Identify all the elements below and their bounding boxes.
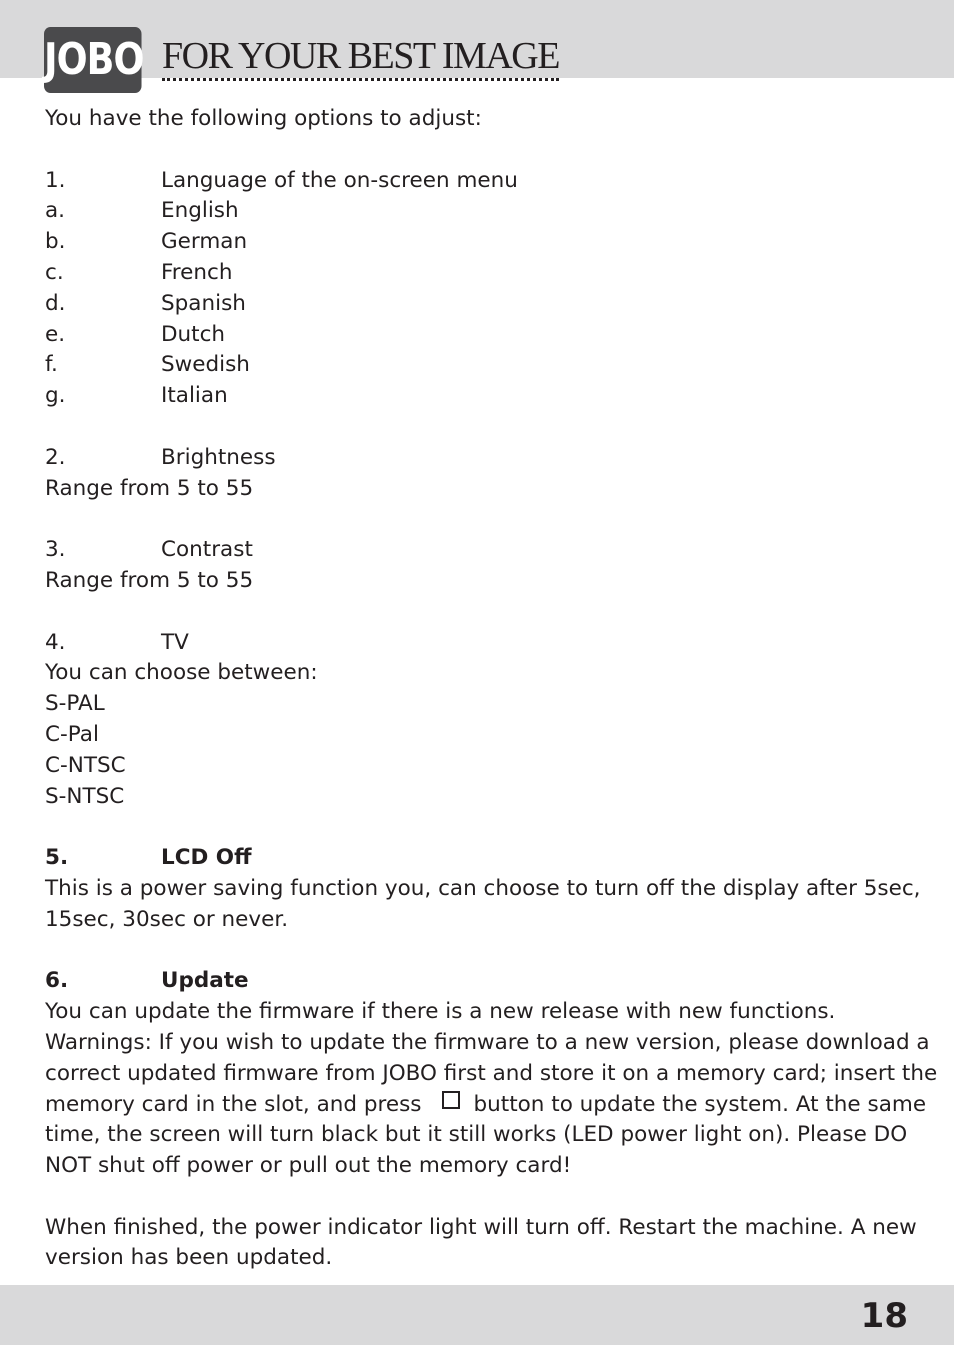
- lcd-off-text: 15sec, 30sec or never.: [45, 906, 289, 932]
- closing-text: When finished, the power indicator light will turn off. Restart the machine. A new: [45, 1214, 917, 1240]
- item-label: Italian: [161, 383, 228, 409]
- item-label: German: [161, 229, 248, 255]
- section-5-heading: [45, 843, 915, 874]
- item-label: Dutch: [161, 321, 226, 347]
- jobo-logo: JOBO: [44, 27, 142, 93]
- item-label: Spanish: [161, 290, 246, 316]
- section-title: TV: [161, 629, 189, 655]
- list-item: [45, 196, 915, 227]
- tv-option: S-PAL: [45, 691, 105, 717]
- section-number: 5.: [45, 845, 69, 871]
- tv-option: C-Pal: [45, 721, 99, 747]
- update-text: [45, 1090, 927, 1121]
- update-text: time, the screen will turn black but it still works (LED power light on). Please DO: [45, 1122, 908, 1148]
- section-1-heading: [45, 166, 915, 197]
- section-6-heading: [45, 966, 915, 997]
- list-item: [45, 320, 915, 351]
- update-text: NOT shut off power or pull out the memory card!: [45, 1153, 572, 1179]
- item-label: English: [161, 198, 239, 224]
- lcd-off-text: This is a power saving function you, can choose to turn off the display after 5sec,: [45, 875, 921, 901]
- section-title: Language of the on-screen menu: [161, 167, 518, 193]
- update-text-part: button to update the system. At the same: [473, 1091, 927, 1117]
- brightness-range: Range from 5 to 55: [45, 475, 254, 501]
- item-label: Swedish: [161, 352, 250, 378]
- item-letter: g.: [45, 383, 66, 409]
- closing-text: version has been updated.: [45, 1245, 333, 1271]
- section-title: Update: [161, 968, 249, 994]
- list-item: [45, 227, 915, 258]
- item-letter: e.: [45, 321, 66, 347]
- item-letter: f.: [45, 352, 58, 378]
- contrast-range: Range from 5 to 55: [45, 567, 254, 593]
- update-text-part: memory card in the slot, and press: [45, 1091, 422, 1117]
- list-item: [45, 258, 915, 289]
- page-number: 18: [860, 1296, 908, 1336]
- page-content: [45, 104, 938, 1274]
- list-item: [45, 350, 915, 381]
- tv-option: C-NTSC: [45, 752, 126, 778]
- header-tagline: FOR YOUR BEST IMAGE: [162, 34, 559, 81]
- list-item: [45, 381, 915, 412]
- square-button-icon: [442, 1091, 460, 1109]
- list-item: [45, 289, 915, 320]
- section-number: 1.: [45, 167, 66, 193]
- section-3-heading: [45, 535, 915, 566]
- update-text: correct updated firmware from JOBO first and store it on a memory card; insert the: [45, 1060, 938, 1086]
- section-number: 2.: [45, 444, 66, 470]
- section-title: Contrast: [161, 537, 253, 563]
- section-title: LCD Off: [161, 845, 252, 871]
- tv-intro: You can choose between:: [45, 660, 318, 686]
- item-letter: b.: [45, 229, 66, 255]
- section-2-heading: [45, 443, 915, 474]
- update-text: You can update the firmware if there is a new release with new functions.: [45, 999, 836, 1025]
- item-letter: d.: [45, 290, 66, 316]
- item-label: French: [161, 259, 233, 285]
- section-number: 4.: [45, 629, 66, 655]
- section-number: 6.: [45, 968, 69, 994]
- section-title: Brightness: [161, 444, 276, 470]
- footer-bar: [0, 1285, 954, 1345]
- intro-text: You have the following options to adjust:: [45, 106, 482, 131]
- tv-option: S-NTSC: [45, 783, 125, 809]
- item-letter: a.: [45, 198, 66, 224]
- section-number: 3.: [45, 537, 66, 563]
- section-4-heading: [45, 628, 915, 659]
- update-text: Warnings: If you wish to update the firmware to a new version, please download a: [45, 1029, 930, 1055]
- item-letter: c.: [45, 259, 64, 285]
